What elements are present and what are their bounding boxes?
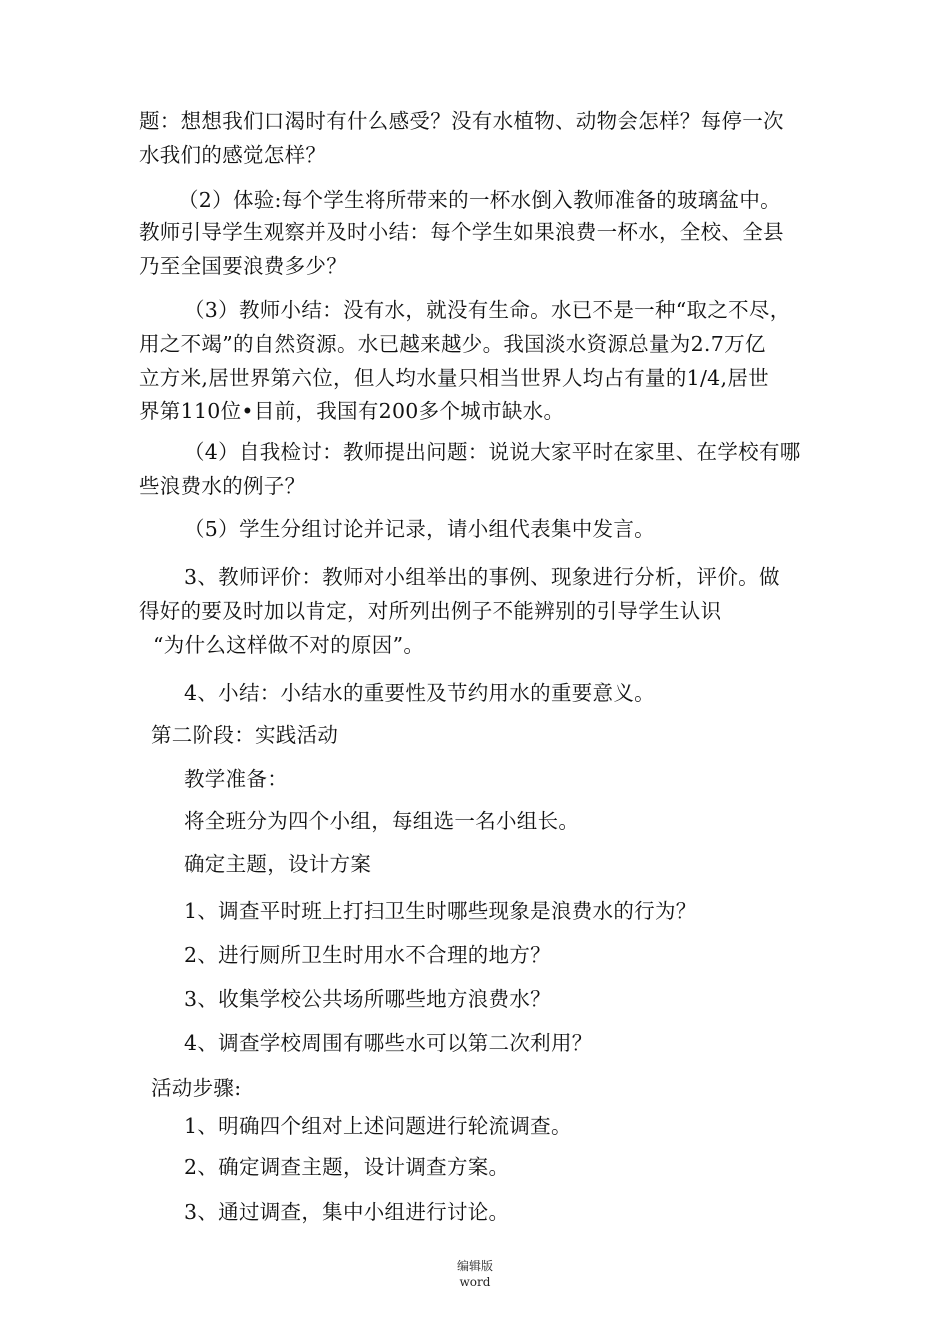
footer-label: 编辑版 xyxy=(456,1259,493,1273)
text-line: 得好的要及时加以肯定，对所列出例子不能辨别的引导学生认识 xyxy=(139,599,722,623)
text-line: （4）自我检讨：教师提出问题：说说大家平时在家里、在学校有哪 xyxy=(184,440,801,464)
footer-label: word xyxy=(459,1275,491,1289)
text-line: 活动步骤: xyxy=(151,1076,242,1100)
text-line: （5）学生分组讨论并记录，请小组代表集中发言。 xyxy=(184,517,655,541)
text-line: 4、小结：小结水的重要性及节约用水的重要意义。 xyxy=(184,681,655,705)
text-line: 题：想想我们口渴时有什么感受？没有水植物、动物会怎样？每停一次 xyxy=(139,109,784,133)
text-line: 3、教师评价：教师对小组举出的事例、现象进行分析，评价。做 xyxy=(184,565,780,589)
text-line: 教师引导学生观察并及时小结：每个学生如果浪费一杯水，全校、全县 xyxy=(139,220,784,244)
text-line: 2、进行厕所卫生时用水不合理的地方？ xyxy=(184,943,551,967)
text-line: 4、调查学校周围有哪些水可以第二次利用？ xyxy=(184,1031,593,1055)
text-line: （2）体验:每个学生将所带来的一杯水倒入教师准备的玻璃盆中。 xyxy=(178,188,781,212)
text-line: 将全班分为四个小组，每组选一名小组长。 xyxy=(184,809,580,833)
text-line: 2、确定调查主题，设计调查方案。 xyxy=(184,1155,510,1179)
text-line: 立方米,居世界第六位，但人均水量只相当世界人均占有量的1/4,居世 xyxy=(139,366,769,390)
text-line: 界第110位•目前，我国有200多个城市缺水。 xyxy=(139,399,565,423)
text-line: 确定主题，设计方案 xyxy=(184,852,372,876)
text-line: 3、收集学校公共场所哪些地方浪费水？ xyxy=(184,987,551,1011)
text-line: （3）教师小结：没有水，就没有生命。水已不是一种“取之不尽， xyxy=(184,298,791,322)
text-line: 1、明确四个组对上述问题进行轮流调查。 xyxy=(184,1114,572,1138)
text-line: 用之不竭”的自然资源。水已越来越少。我国淡水资源总量为2.7万亿 xyxy=(139,332,766,356)
text-line: 3、通过调查，集中小组进行讨论。 xyxy=(184,1200,510,1224)
text-line: 水我们的感觉怎样？ xyxy=(139,143,327,167)
text-line: 些浪费水的例子？ xyxy=(139,474,306,498)
text-line: 教学准备： xyxy=(184,767,288,791)
text-line: “为什么这样做不对的原因”。 xyxy=(153,633,425,657)
section-heading: 第二阶段：实践活动 xyxy=(151,723,339,747)
text-line: 乃至全国要浪费多少？ xyxy=(139,254,347,278)
text-line: 1、调查平时班上打扫卫生时哪些现象是浪费水的行为？ xyxy=(184,899,697,923)
